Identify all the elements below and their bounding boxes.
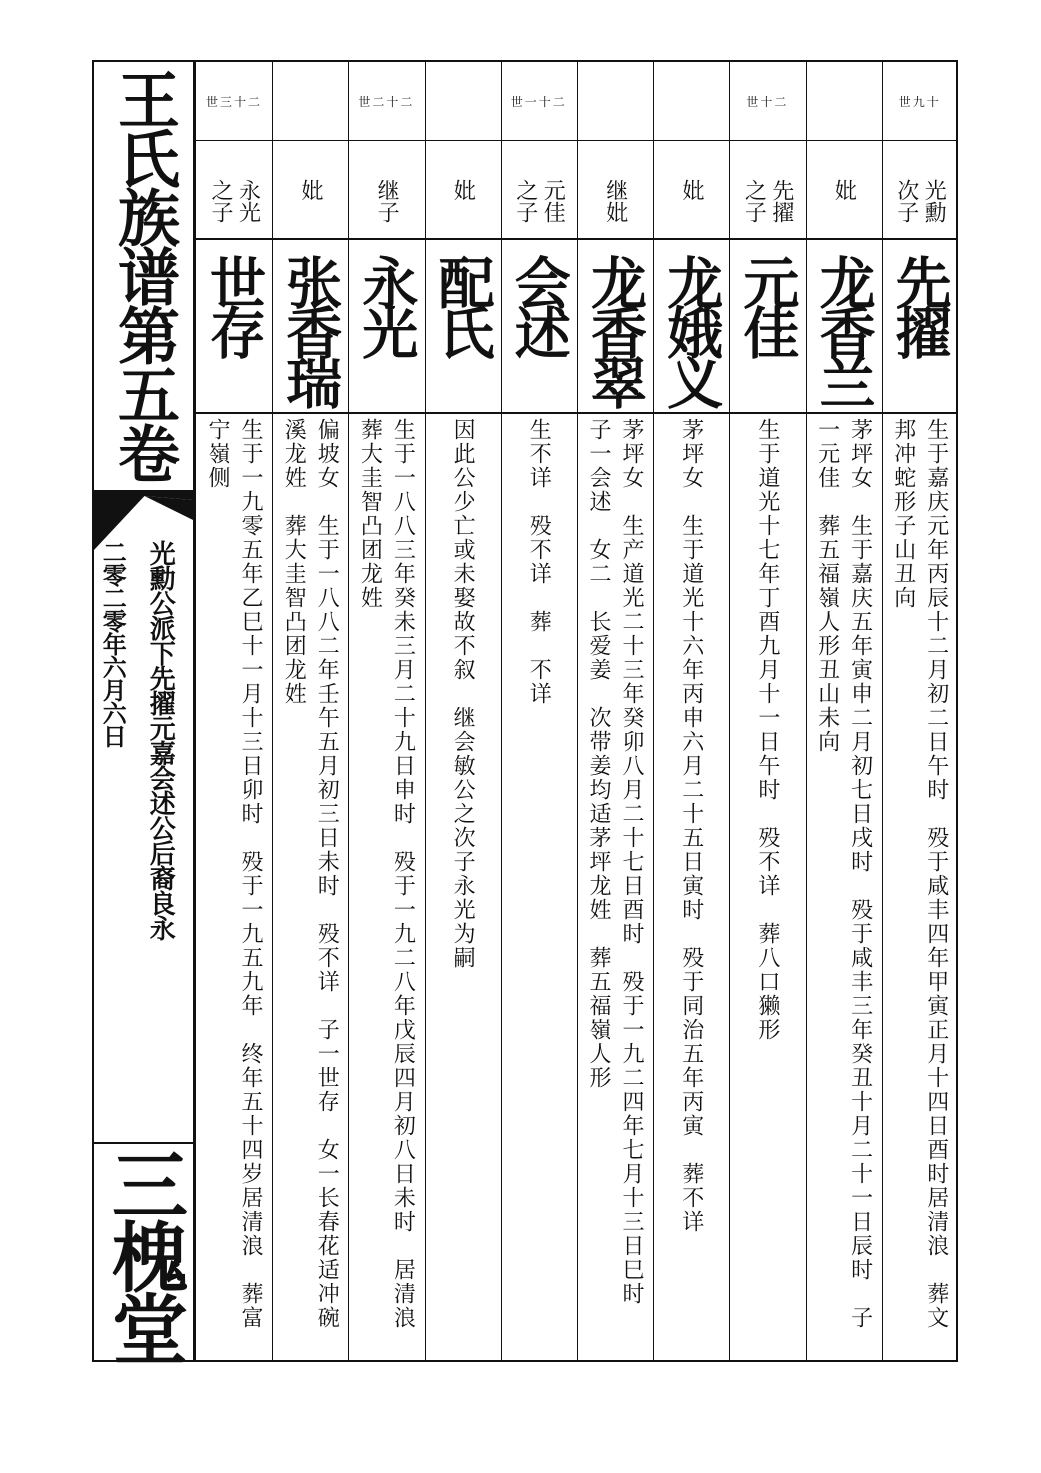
biography: [425, 418, 501, 1358]
relation-label-text: 妣: [297, 179, 323, 201]
generation-label-text: 世九十: [898, 95, 941, 109]
generation-label: [348, 96, 424, 108]
biography: [729, 418, 805, 1358]
generation-label: [729, 96, 805, 108]
biography-text: 茅坪女 生于嘉庆五年寅申二月初七日戌时 殁于咸丰三年癸丑十月二十一日辰时 子一元佳 葬五福嶺人形丑山未向: [814, 418, 873, 1330]
person-name: [196, 242, 272, 422]
biography-text: 生于一八八三年癸未三月二十九日申时 殁于一九二八年戊辰四月初八日未时 居清浪 葬大圭智凸团龙姓: [357, 418, 416, 1354]
biography-text: 生于一九零五年乙巳十一月十三日卯时 殁于一九五九年 终年五十四岁居清浪 葬富宁嶺侧: [205, 418, 263, 1330]
person-name: [882, 242, 958, 422]
biography-text: 生于嘉庆元年丙辰十二月初二日午时 殁于咸丰四年甲寅正月十四日酉时居清浪 葬文邦冲蛇形子山丑向: [890, 418, 949, 1330]
compile-date: 二零二零年六月六日: [98, 540, 128, 747]
hall-name: 三槐堂: [99, 1146, 189, 1362]
biography-text: 因此公少亡或未娶故不叙 继会敏公之次子永光为嗣: [450, 418, 476, 970]
person-name: [348, 242, 424, 422]
person-name: [272, 242, 348, 422]
biography: [196, 418, 272, 1358]
relation-label-text: 妣: [450, 179, 476, 201]
relation-label-text: 继妣: [602, 179, 628, 223]
biography: [882, 418, 958, 1358]
biography: [653, 418, 729, 1358]
person-name-text: 配氏: [429, 254, 496, 354]
person-name: [729, 242, 805, 422]
relation-label-text: 妣: [831, 179, 857, 201]
biography-text: 生于道光十七年丁酉九月十一日午时 殁不详 葬八口獭形: [754, 418, 780, 1042]
spine: [94, 62, 196, 1360]
biography-text: 生不详 殁不详 葬 不详: [526, 418, 552, 706]
biography-text: 茅坪女 生产道光二十三年癸卯八月二十七日酉时 殁于一九二四年七月十三日巳时 子一会述 女二 长爱姜 次带姜均适茅坪龙姓 葬五福嶺人形: [586, 418, 644, 1330]
column-divider: [957, 62, 958, 1360]
person-name-text: 会述: [505, 254, 572, 354]
relation-label-text: 妣: [678, 179, 704, 201]
entries-grid: [196, 62, 958, 1360]
person-name-text: 龙香翠: [582, 254, 648, 404]
book-title: 王氏族谱第五卷: [107, 68, 181, 481]
hall-name-box: [94, 1142, 193, 1364]
biography: [806, 418, 882, 1358]
generation-label: [196, 96, 272, 108]
relation-label-text: 先擢之子: [741, 179, 794, 223]
generation-label-text: 世三十二: [205, 95, 262, 109]
person-name-text: 永光: [353, 254, 420, 354]
person-name: [577, 242, 653, 422]
relation-label-text: 光勳次子: [893, 179, 947, 223]
person-name: [501, 242, 577, 422]
generation-label-text: 世十二: [746, 95, 789, 109]
branch-description: 光勳公派下先擢元嘉会述公后裔良永: [145, 540, 176, 940]
biography: [577, 418, 653, 1358]
relation-label-text: 继子: [374, 179, 400, 223]
person-name: [653, 242, 729, 422]
relation-label-text: 永光之子: [208, 179, 261, 223]
biography: [348, 418, 424, 1358]
biography-text: 茅坪女 生于道光十六年丙申六月二十五日寅时 殁于同治五年丙寅 葬不详: [678, 418, 704, 1234]
biography: [272, 418, 348, 1358]
generation-label-text: 世一十二: [510, 95, 567, 109]
genealogy-page: [92, 60, 958, 1362]
person-name: [425, 242, 501, 422]
generation-label: [882, 96, 958, 108]
person-name-text: 元佳: [734, 254, 801, 354]
person-name-text: 先擢: [886, 254, 953, 354]
person-name-text: 世存: [201, 254, 267, 354]
biography: [501, 418, 577, 1358]
biography-text: 偏坡女 生于一八八二年壬午五月初三日未时 殁不详 子一世存 女一长春花适冲碗溪龙姓 葬大圭智凸团龙姓: [281, 418, 340, 1330]
person-name: [806, 242, 882, 422]
person-name-text: 张香瑞: [277, 254, 344, 404]
generation-label-text: 世二十二: [358, 95, 415, 109]
person-name-text: 龙娥义: [658, 254, 725, 404]
person-name-text: 龙香兰: [810, 254, 877, 404]
generation-label: [501, 96, 577, 108]
relation-label-text: 元佳之子: [512, 179, 566, 223]
